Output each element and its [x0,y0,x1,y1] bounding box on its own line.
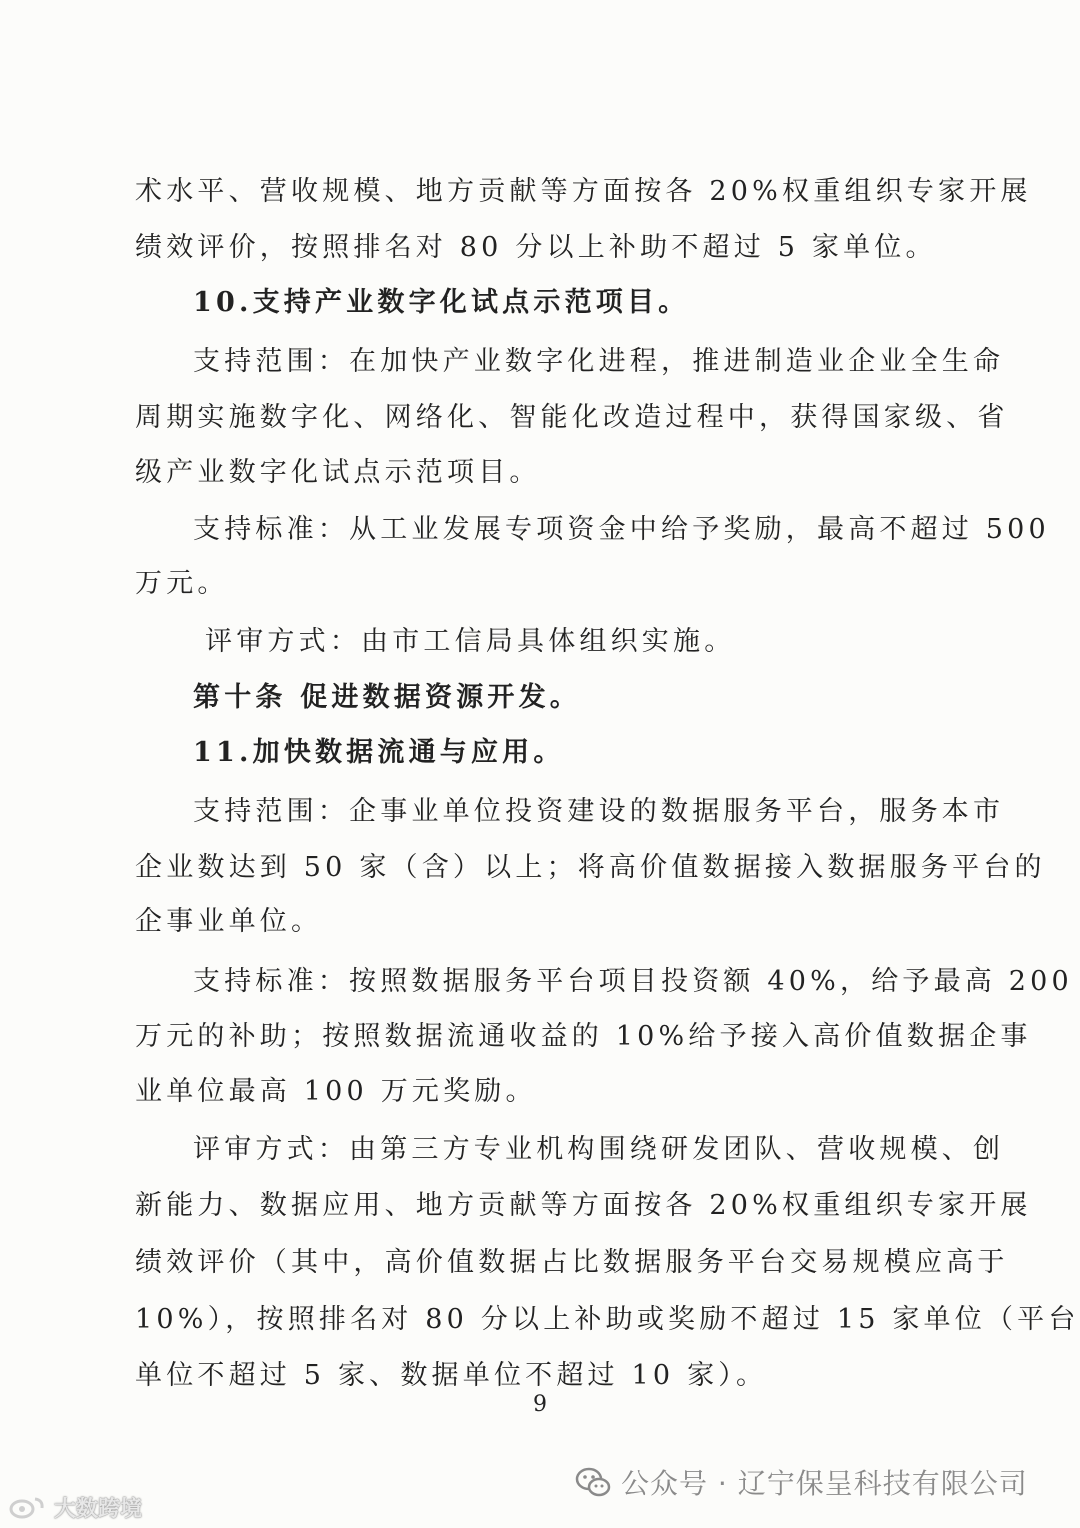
body-line: 10%），按照排名对 80 分以上补助或奖励不超过 15 家单位（平台 [135,1304,1080,1335]
wechat-icon [575,1466,611,1498]
body-line: 评审方式：由市工信局具体组织实施。 [205,626,736,657]
corner-logo-watermark [8,1490,142,1524]
weibo-logo-icon [8,1494,48,1520]
body-line: 万元的补助；按照数据流通收益的 10%给予接入高价值数据企事 [135,1021,1032,1052]
page-number: 9 [533,1392,547,1417]
corner-logo-text: 大数跨境 [54,1496,143,1522]
body-line: 支持范围：企事业单位投资建设的数据服务平台，服务本市 [193,796,1005,827]
body-line: 单位不超过 5 家、数据单位不超过 10 家）。 [135,1360,768,1391]
body-line: 支持范围：在加快产业数字化进程，推进制造业企业全生命 [193,346,1005,377]
body-line: 支持标准：从工业发展专项资金中给予奖励，最高不超过 500 [193,514,1050,545]
wechat-account-text: 公众号 · 辽宁保呈科技有限公司 [621,1467,1028,1500]
item-heading: 10.支持产业数字化试点示范项目。 [193,287,690,318]
wechat-watermark [575,1462,1028,1502]
body-line: 企业数达到 50 家（含）以上；将高价值数据接入数据服务平台的 [135,852,1046,883]
body-line: 企事业单位。 [135,906,323,937]
body-line: 支持标准：按照数据服务平台项目投资额 40%，给予最高 200 [193,966,1073,997]
body-line: 术水平、营收规模、地方贡献等方面按各 20%权重组织专家开展 [135,176,1032,207]
body-line: 绩效评价，按照排名对 80 分以上补助不超过 5 家单位。 [135,232,937,263]
item-heading: 11.加快数据流通与应用。 [193,737,565,768]
body-line: 级产业数字化试点示范项目。 [135,457,541,488]
body-line: 万元。 [135,568,229,599]
body-line: 评审方式：由第三方专业机构围绕研发团队、营收规模、创 [193,1134,1005,1165]
body-line: 周期实施数字化、网络化、智能化改造过程中，获得国家级、省 [135,402,1009,433]
body-line: 绩效评价（其中，高价值数据占比数据服务平台交易规模应高于 [135,1247,1009,1278]
body-line: 业单位最高 100 万元奖励。 [135,1076,537,1107]
body-line: 新能力、数据应用、地方贡献等方面按各 20%权重组织专家开展 [135,1190,1032,1221]
article-heading: 第十条 促进数据资源开发。 [193,682,581,713]
